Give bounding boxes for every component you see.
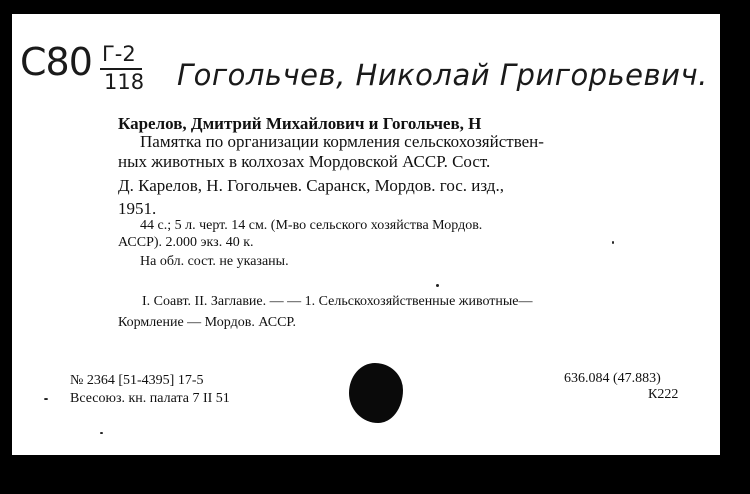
call-number-bottom: 118 [104, 70, 145, 94]
ink-speck [612, 241, 614, 244]
catalog-card [12, 14, 720, 455]
call-number: С80 [20, 40, 92, 84]
tracing-line-1: I. Соавт. II. Заглавие. — — 1. Сельскохозяйственные животные— [142, 294, 533, 309]
ink-speck [44, 398, 48, 400]
title-line-4: 1951. [118, 199, 157, 218]
author-heading: Карелов, Дмитрий Михайлович и Гогольчев, Н [118, 114, 482, 133]
title-line-2: ных животных в колхозах Мордовской АССР. Сост. [118, 152, 491, 171]
ink-blot [349, 363, 403, 423]
chamber-stamp: Всесоюз. кн. палата 7 II 51 [70, 391, 230, 406]
call-number-top: Г-2 [102, 42, 136, 66]
description-line-2: АССР). 2.000 экз. 40 к. [118, 235, 254, 250]
description-line-1: 44 с.; 5 л. черт. 14 см. (М-во сельского хозяйства Мордов. [140, 218, 483, 233]
author-mark: К222 [648, 387, 679, 402]
registry-number: № 2364 [51-4395] 17-5 [70, 373, 204, 388]
ink-speck [436, 284, 439, 287]
title-line-3: Д. Карелов, Н. Гогольчев. Саранск, Мордов. гос. изд., [118, 176, 504, 195]
description-line-3: На обл. сост. не указаны. [140, 254, 289, 269]
handwritten-author-name: Гогольчев, Николай Григорьевич. [177, 58, 708, 92]
ink-speck [100, 432, 103, 434]
title-line-1: Памятка по организации кормления сельскохозяйствен- [140, 132, 544, 151]
classification-code: 636.084 (47.883) [564, 371, 661, 386]
tracing-line-2: Кормление — Мордов. АССР. [118, 315, 296, 330]
